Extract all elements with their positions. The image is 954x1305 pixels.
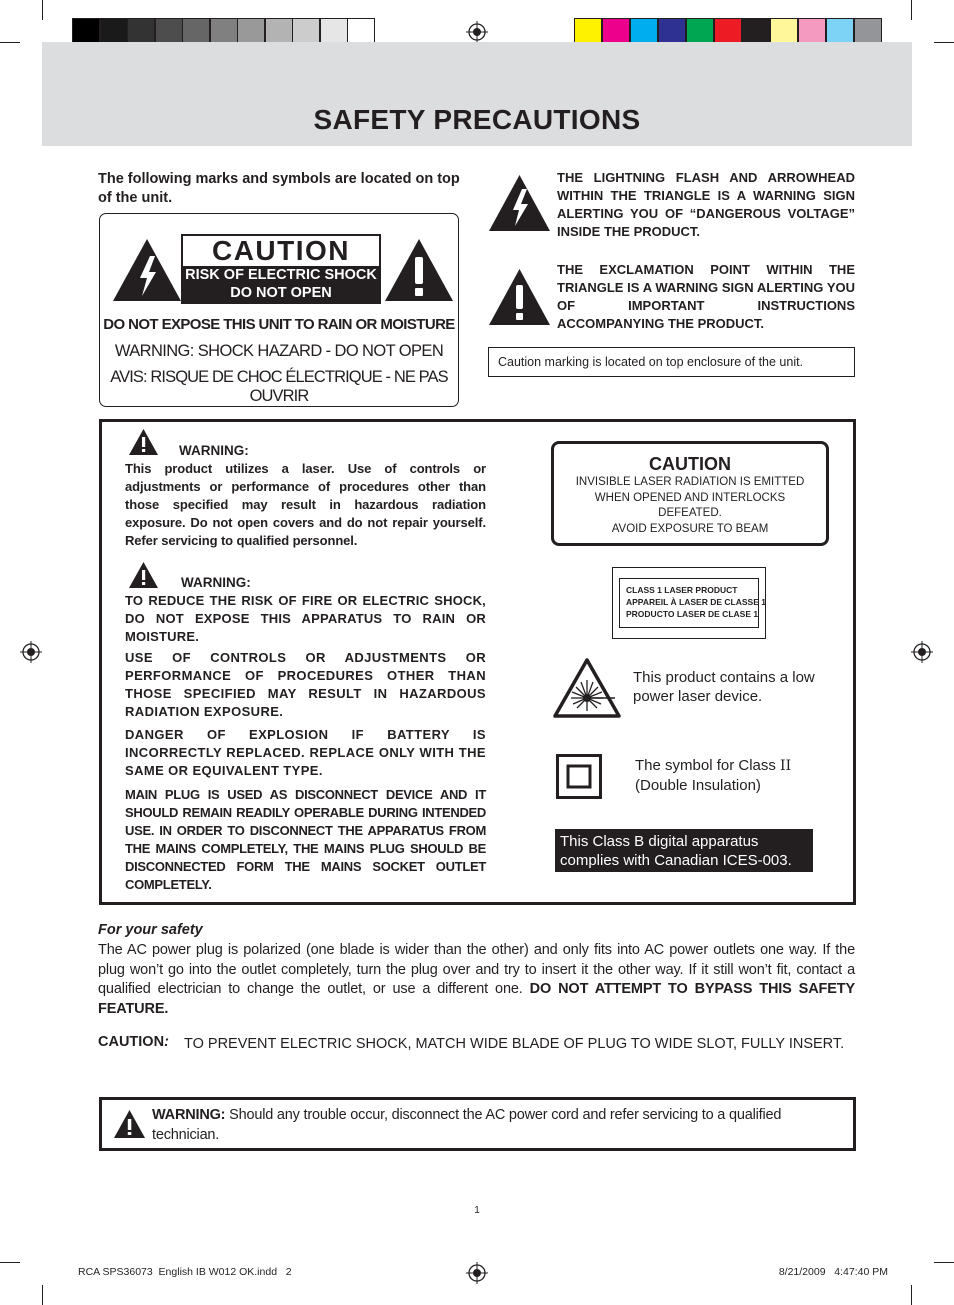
class2-paren: (Double Insulation) xyxy=(635,777,761,794)
registration-mark-icon xyxy=(466,1262,488,1284)
warning1-heading: WARNING: xyxy=(179,443,249,458)
exclamation-triangle-icon xyxy=(488,268,551,326)
laser-caution-line: AVOID EXPOSURE TO BEAM xyxy=(611,522,769,535)
caution-marking-note-box xyxy=(488,347,855,377)
class1-line: CLASS 1 LASER PRODUCT xyxy=(626,585,738,595)
warning2-controls: USE OF CONTROLS OR ADJUSTMENTS OR PERFORMANCE OF PROCEDURES OTHER THAN THOSE SPECIFIED MAY RESULT IN HAZARDOUS RADIATION EXPOSURE. xyxy=(125,650,486,719)
registration-mark-icon xyxy=(466,21,488,43)
class2-numeral: II xyxy=(780,758,792,774)
class1-line: PRODUCTO LASER DE CLASE 1 xyxy=(626,609,759,619)
laser-caution-line: DEFEATED. xyxy=(658,507,722,519)
marks-intro: The following marks and symbols are located on top of the unit. xyxy=(98,171,460,206)
safety-heading: For your safety xyxy=(98,922,203,938)
exclamation-explanation: THE EXCLAMATION POINT WITHIN THE TRIANGLE IS A WARNING SIGN ALERTING YOU OF IMPORTANT INSTRUCTIONS ACCOMPANYING THE PRODUCT. xyxy=(557,262,855,331)
warning2-fire: TO REDUCE THE RISK OF FIRE OR ELECTRIC SHOCK, DO NOT EXPOSE THIS APPARATUS TO RAIN OR MOISTURE. xyxy=(125,593,486,644)
lightning-triangle-icon xyxy=(488,174,551,232)
class-b-line: This Class B digital apparatus xyxy=(560,833,759,850)
caution-plug-text: TO PREVENT ELECTRIC SHOCK, MATCH WIDE BLADE OF PLUG TO WIDE SLOT, FULLY INSERT. xyxy=(184,1036,845,1052)
warning1-body: This product utilizes a laser. Use of controls or adjustments or performance of procedures other than those specified may result in hazardous radiation exposure. Do not open covers and do not repair yourself. Refer servicing to qualified personnel. xyxy=(125,461,486,548)
warning2-mains: MAIN PLUG IS USED AS DISCONNECT DEVICE AND IT SHOULD REMAIN READILY OPERABLE DURING INTENDED USE. IN ORDER TO DISCONNECT THE APPARATUS FROM THE MAINS COMPLETELY, THE MAINS PLUG SHOULD BE DISCONNECTED FORM THE MAINS SOCKET OUTLET COMPLETELY. xyxy=(125,787,486,892)
caution-plate xyxy=(181,234,381,304)
bottom-warning-box xyxy=(99,1097,856,1151)
laser-caution-line: INVISIBLE LASER RADIATION IS EMITTED xyxy=(575,476,805,488)
safety-body xyxy=(98,941,855,1019)
safety-body-text: The AC power plug is polarized (one blade is wider than the other) and only fits into AC power outlets one way. If the plug won’t go into the outlet completely, turn the plug over and try to insert it the other way. If it still won’t fit, contact a qualified electrician to change the outlet, or use a different one. xyxy=(98,942,855,997)
caution-plug-colon: : xyxy=(164,1034,169,1050)
safety-body-bold: DO NOT ATTEMPT TO BYPASS THIS SAFETY FEATURE. xyxy=(98,981,855,1017)
caution-label xyxy=(99,213,459,407)
caution-marking-note: Caution marking is located on top enclosure of the unit. xyxy=(498,355,804,369)
class-b-line: complies with Canadian ICES-003. xyxy=(560,852,792,869)
class1-label-outer xyxy=(612,567,766,639)
label-line-rain: DO NOT EXPOSE THIS UNIT TO RAIN OR MOISTURE xyxy=(103,316,455,333)
exclamation-triangle-icon xyxy=(384,238,454,302)
warning2-heading: WARNING: xyxy=(181,575,251,590)
registration-mark-icon xyxy=(20,641,42,663)
caution-plate-title: CAUTION xyxy=(211,235,351,266)
caution-plate-do-not-open: DO NOT OPEN xyxy=(183,285,379,302)
warning2-battery: DANGER OF EXPLOSION IF BATTERY IS INCORRECTLY REPLACED. REPLACE ONLY WITH THE SAME OR EQUIVALENT TYPE. xyxy=(125,727,486,778)
exclamation-triangle-icon xyxy=(128,428,159,456)
lightning-triangle-icon xyxy=(112,238,182,302)
caution-plate-risk: RISK OF ELECTRIC SHOCK xyxy=(183,266,379,285)
laser-caution-line: WHEN OPENED AND INTERLOCKS xyxy=(594,491,786,504)
double-insulation-icon xyxy=(556,754,602,799)
laser-caution-title: CAUTION xyxy=(649,454,731,474)
label-line-avis: AVIS: RISQUE DE CHOC ÉLECTRIQUE - NE PAS OUVRIR xyxy=(110,368,448,405)
caution-plug-label xyxy=(98,1034,169,1050)
laser-radiation-icon xyxy=(553,658,621,718)
page-number: 1 xyxy=(474,1205,480,1216)
slug-datetime: 8/21/2009 4:47:40 PM xyxy=(778,1266,888,1278)
class2-label: The symbol for Class xyxy=(635,757,776,774)
slug-filename: RCA SPS36073 English IB W012 OK.indd 2 xyxy=(78,1266,292,1278)
caution-plug-word: CAUTION xyxy=(98,1034,165,1050)
lightning-explanation: THE LIGHTNING FLASH AND ARROWHEAD WITHIN THE TRIANGLE IS A WARNING SIGN ALERTING YOU OF “DANGEROUS VOLTAGE” INSIDE THE PRODUCT. xyxy=(557,170,855,239)
class1-line: APPAREIL À LASER DE CLASSE 1 xyxy=(626,597,766,607)
bottom-warning-text xyxy=(152,1106,847,1145)
exclamation-triangle-icon xyxy=(128,561,159,589)
exclamation-triangle-icon xyxy=(113,1109,146,1139)
registration-mark-icon xyxy=(911,641,933,663)
bottom-warning-body: Should any trouble occur, disconnect the AC power cord and refer servicing to a qualified technician. xyxy=(152,1107,782,1143)
class1-label-inner xyxy=(619,578,766,628)
laser-device-text: This product contains a low power laser device. xyxy=(633,669,815,705)
label-line-warning: WARNING: SHOCK HAZARD - DO NOT OPEN xyxy=(114,342,444,360)
class2-text xyxy=(635,756,845,795)
laser-caution-label xyxy=(551,441,829,546)
page-title: SAFETY PRECAUTIONS xyxy=(313,104,641,135)
bottom-warning-label: WARNING: xyxy=(152,1107,226,1123)
class-b-notice xyxy=(555,829,813,872)
